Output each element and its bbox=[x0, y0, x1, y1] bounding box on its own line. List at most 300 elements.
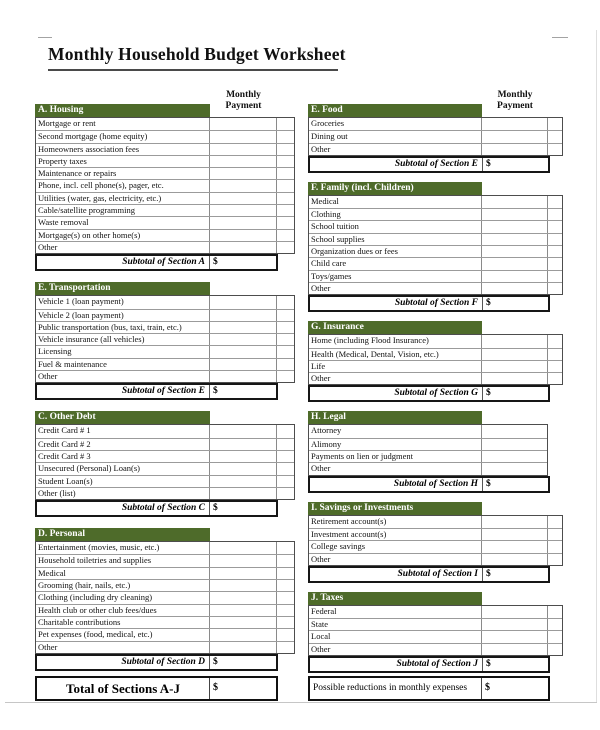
extra-input-cell[interactable] bbox=[276, 580, 294, 591]
expense-label: Home (including Flood Insurance) bbox=[311, 335, 429, 346]
section-e-food bbox=[308, 104, 565, 173]
payment-input-cell[interactable] bbox=[209, 118, 276, 130]
expense-label: State bbox=[311, 619, 328, 630]
expense-label: Credit Card # 3 bbox=[38, 450, 91, 461]
extra-input-cell[interactable] bbox=[547, 246, 562, 257]
section-rows bbox=[308, 605, 563, 656]
payment-input-cell[interactable] bbox=[481, 554, 547, 565]
expense-label: Vehicle 2 (loan payment) bbox=[38, 309, 124, 320]
extra-input-cell[interactable] bbox=[547, 118, 562, 130]
extra-input-cell[interactable] bbox=[276, 359, 294, 370]
payment-input-cell[interactable] bbox=[209, 322, 276, 333]
table-row bbox=[309, 618, 562, 630]
payment-input-cell[interactable] bbox=[209, 463, 276, 474]
payment-input-cell[interactable] bbox=[481, 451, 547, 462]
expense-label: Clothing (including dry cleaning) bbox=[38, 592, 153, 603]
section-rows bbox=[308, 515, 563, 566]
payment-input-cell[interactable] bbox=[209, 144, 276, 155]
payment-input-cell[interactable] bbox=[209, 542, 276, 554]
expense-label: Medical bbox=[38, 567, 66, 578]
table-row bbox=[36, 438, 294, 450]
table-row bbox=[36, 462, 294, 474]
section-subtotal-row bbox=[35, 383, 278, 400]
payment-input-cell[interactable] bbox=[209, 230, 276, 241]
extra-input-cell[interactable] bbox=[547, 234, 562, 245]
table-row bbox=[36, 216, 294, 228]
extra-input-cell[interactable] bbox=[276, 168, 294, 179]
extra-input-cell[interactable] bbox=[276, 605, 294, 616]
extra-input-cell[interactable] bbox=[276, 568, 294, 579]
payment-input-cell[interactable] bbox=[481, 209, 547, 220]
subtotal-amount-cell[interactable]: $ bbox=[482, 568, 548, 581]
section-title: F. Family (incl. Children) bbox=[311, 182, 414, 193]
subtotal-amount-cell[interactable]: $ bbox=[209, 656, 276, 669]
expense-label: Credit Card # 1 bbox=[38, 425, 91, 436]
extra-input-cell[interactable] bbox=[276, 555, 294, 566]
table-row bbox=[36, 309, 294, 321]
section-j-taxes bbox=[308, 592, 565, 673]
table-row bbox=[36, 641, 294, 653]
payment-input-cell[interactable] bbox=[481, 439, 547, 450]
section-subtotal-row bbox=[35, 500, 278, 517]
payment-input-cell[interactable] bbox=[209, 168, 276, 179]
expense-label: Maintenance or repairs bbox=[38, 168, 117, 179]
subtotal-amount-cell[interactable]: $ bbox=[209, 385, 276, 398]
extra-input-cell[interactable] bbox=[276, 242, 294, 253]
extra-input-cell[interactable] bbox=[276, 217, 294, 228]
payment-input-cell[interactable] bbox=[481, 606, 547, 618]
table-row bbox=[309, 462, 547, 474]
payment-input-cell[interactable] bbox=[209, 568, 276, 579]
extra-input-cell[interactable] bbox=[276, 322, 294, 333]
expense-label: Investment account(s) bbox=[311, 528, 387, 539]
section-header bbox=[308, 182, 482, 195]
section-header bbox=[35, 104, 210, 117]
payment-input-cell[interactable] bbox=[209, 617, 276, 628]
extra-input-cell[interactable] bbox=[547, 644, 562, 655]
expense-label: Toys/games bbox=[311, 270, 352, 281]
crop-mark-left bbox=[38, 37, 52, 38]
table-row bbox=[36, 143, 294, 155]
extra-input-cell[interactable] bbox=[276, 230, 294, 241]
section-subtotal-row bbox=[308, 295, 550, 312]
expense-label: Payments on lien or judgment bbox=[311, 451, 413, 462]
payment-input-cell[interactable] bbox=[481, 144, 547, 155]
payment-input-cell[interactable] bbox=[209, 555, 276, 566]
extra-input-cell[interactable] bbox=[547, 619, 562, 630]
payment-input-cell[interactable] bbox=[481, 234, 547, 245]
payment-input-cell[interactable] bbox=[209, 310, 276, 321]
expense-label: Charitable contributions bbox=[38, 616, 121, 627]
payment-input-cell[interactable] bbox=[209, 371, 276, 382]
subtotal-amount-cell[interactable]: $ bbox=[209, 256, 276, 269]
expense-label: Other bbox=[38, 371, 58, 382]
title-underline bbox=[48, 44, 346, 71]
extra-input-cell[interactable] bbox=[547, 373, 562, 384]
payment-input-cell[interactable] bbox=[481, 463, 547, 474]
section-subtotal-row bbox=[308, 566, 550, 583]
extra-input-cell[interactable] bbox=[276, 144, 294, 155]
payment-input-cell[interactable] bbox=[209, 439, 276, 450]
subtotal-amount-cell[interactable]: $ bbox=[482, 478, 548, 491]
extra-input-cell[interactable] bbox=[276, 617, 294, 628]
grand-total-amount-cell[interactable]: $ bbox=[209, 678, 276, 699]
expense-label: Medical bbox=[311, 195, 339, 206]
page-edge-line bbox=[596, 30, 597, 702]
reductions-box bbox=[308, 676, 550, 701]
payment-input-cell[interactable] bbox=[209, 217, 276, 228]
section-rows bbox=[35, 424, 295, 500]
table-row bbox=[36, 241, 294, 253]
table-row bbox=[309, 196, 562, 208]
section-header bbox=[35, 528, 210, 541]
extra-input-cell[interactable] bbox=[276, 439, 294, 450]
expense-label: Attorney bbox=[311, 425, 342, 436]
payment-input-cell[interactable] bbox=[481, 361, 547, 372]
section-subtotal-row bbox=[35, 254, 278, 271]
section-title: J. Taxes bbox=[311, 592, 344, 603]
payment-input-cell[interactable] bbox=[481, 541, 547, 552]
extra-input-cell[interactable] bbox=[547, 349, 562, 360]
extra-input-cell[interactable] bbox=[547, 258, 562, 269]
payment-input-cell[interactable] bbox=[209, 580, 276, 591]
expense-label: Health club or other club fees/dues bbox=[38, 604, 157, 615]
expense-label: Mortgage or rent bbox=[38, 118, 96, 128]
extra-input-cell[interactable] bbox=[547, 541, 562, 552]
payment-input-cell[interactable] bbox=[481, 373, 547, 384]
section-title: G. Insurance bbox=[311, 322, 364, 333]
extra-input-cell[interactable] bbox=[276, 205, 294, 216]
table-row bbox=[309, 270, 562, 282]
page-title: Monthly Household Budget Worksheet bbox=[48, 44, 346, 64]
payment-input-cell[interactable] bbox=[481, 246, 547, 257]
subtotal-amount-cell[interactable]: $ bbox=[482, 297, 548, 310]
payment-input-cell[interactable] bbox=[481, 516, 547, 528]
payment-input-cell[interactable] bbox=[481, 131, 547, 142]
expense-label: Retirement account(s) bbox=[311, 515, 387, 526]
table-row bbox=[309, 553, 562, 565]
grand-total-box bbox=[35, 676, 278, 701]
expense-label: Local bbox=[311, 631, 331, 642]
expense-label: Credit Card # 2 bbox=[38, 438, 91, 449]
extra-input-cell[interactable] bbox=[547, 144, 562, 155]
table-row bbox=[309, 233, 562, 245]
expense-label: Dining out bbox=[311, 131, 348, 142]
subtotal-amount-cell[interactable]: $ bbox=[482, 387, 548, 400]
expense-label: Student Loan(s) bbox=[38, 475, 93, 486]
table-row bbox=[36, 118, 294, 130]
payment-input-cell[interactable] bbox=[481, 631, 547, 642]
table-row bbox=[309, 257, 562, 269]
table-row bbox=[309, 360, 562, 372]
extra-input-cell[interactable] bbox=[276, 463, 294, 474]
section-title: I. Savings or Investments bbox=[311, 502, 414, 513]
section-rows bbox=[35, 117, 295, 254]
table-row bbox=[309, 643, 562, 655]
payment-input-cell[interactable] bbox=[481, 335, 547, 347]
section-header bbox=[35, 282, 210, 295]
expense-label: Other bbox=[311, 373, 331, 384]
table-row bbox=[309, 528, 562, 540]
payment-input-cell[interactable] bbox=[209, 156, 276, 167]
expense-label: Utilities (water, gas, electricity, etc.) bbox=[38, 192, 162, 203]
expense-label: School tuition bbox=[311, 221, 359, 232]
table-row bbox=[309, 372, 562, 384]
table-row bbox=[309, 438, 547, 450]
payment-input-cell[interactable] bbox=[209, 629, 276, 640]
payment-input-cell[interactable] bbox=[209, 605, 276, 616]
section-subtotal-row bbox=[308, 156, 550, 173]
expense-label: Homeowners association fees bbox=[38, 143, 140, 154]
extra-input-cell[interactable] bbox=[547, 196, 562, 208]
section-header bbox=[308, 321, 482, 334]
subtotal-label: Subtotal of Section J bbox=[396, 659, 478, 670]
table-row bbox=[36, 542, 294, 554]
extra-input-cell[interactable] bbox=[276, 542, 294, 554]
section-title: E. Transportation bbox=[38, 283, 111, 294]
extra-input-cell[interactable] bbox=[276, 296, 294, 308]
expense-label: Cable/satellite programming bbox=[38, 205, 136, 216]
monthly-payment-line1: Monthly bbox=[497, 90, 533, 100]
extra-input-cell[interactable] bbox=[276, 488, 294, 499]
expense-label: Organization dues or fees bbox=[311, 246, 398, 257]
payment-input-cell[interactable] bbox=[209, 131, 276, 142]
payment-input-cell[interactable] bbox=[209, 476, 276, 487]
section-rows bbox=[308, 424, 548, 475]
expense-label: Mortgage(s) on other home(s) bbox=[38, 229, 141, 240]
payment-input-cell[interactable] bbox=[209, 359, 276, 370]
extra-input-cell[interactable] bbox=[276, 180, 294, 191]
table-row bbox=[309, 450, 547, 462]
table-row bbox=[36, 591, 294, 603]
subtotal-label: Subtotal of Section I bbox=[397, 568, 478, 579]
table-row bbox=[36, 604, 294, 616]
table-row bbox=[36, 333, 294, 345]
extra-input-cell[interactable] bbox=[276, 592, 294, 603]
section-d-personal bbox=[35, 528, 297, 671]
expense-label: Waste removal bbox=[38, 217, 89, 228]
section-header bbox=[35, 411, 210, 424]
table-row bbox=[309, 335, 562, 347]
reductions-label: Possible reductions in monthly expenses bbox=[313, 683, 468, 693]
extra-input-cell[interactable] bbox=[547, 631, 562, 642]
section-title: E. Food bbox=[311, 105, 343, 115]
section-header bbox=[308, 104, 482, 117]
section-title: H. Legal bbox=[311, 412, 346, 423]
payment-input-cell[interactable] bbox=[481, 619, 547, 630]
expense-label: Life bbox=[311, 360, 326, 371]
extra-input-cell[interactable] bbox=[276, 346, 294, 357]
subtotal-label: Subtotal of Section E bbox=[394, 158, 478, 169]
monthly-payment-line2: Payment bbox=[225, 101, 262, 111]
table-row bbox=[309, 348, 562, 360]
extra-input-cell[interactable] bbox=[547, 606, 562, 618]
expense-label: Federal bbox=[311, 605, 337, 616]
payment-input-cell[interactable] bbox=[209, 592, 276, 603]
payment-input-cell[interactable] bbox=[209, 346, 276, 357]
expense-label: Other bbox=[38, 641, 58, 652]
section-i-savings bbox=[308, 502, 565, 583]
table-row bbox=[36, 204, 294, 216]
extra-input-cell[interactable] bbox=[547, 271, 562, 282]
extra-input-cell[interactable] bbox=[276, 642, 294, 653]
monthly-payment-line1: Monthly bbox=[226, 90, 261, 100]
extra-input-cell[interactable] bbox=[547, 209, 562, 220]
budget-column-right bbox=[308, 104, 565, 682]
extra-input-cell[interactable] bbox=[547, 335, 562, 347]
section-h-legal bbox=[308, 411, 565, 492]
subtotal-amount-cell[interactable]: $ bbox=[209, 502, 276, 515]
extra-input-cell[interactable] bbox=[276, 629, 294, 640]
subtotal-label: Subtotal of Section D bbox=[121, 656, 205, 667]
table-row bbox=[36, 179, 294, 191]
payment-input-cell[interactable] bbox=[209, 488, 276, 499]
section-a-housing bbox=[35, 104, 297, 271]
extra-input-cell[interactable] bbox=[547, 283, 562, 294]
expense-label: Other (list) bbox=[38, 487, 76, 498]
payment-input-cell[interactable] bbox=[209, 642, 276, 653]
section-subtotal-row bbox=[308, 385, 550, 402]
table-row bbox=[36, 425, 294, 437]
table-row bbox=[309, 220, 562, 232]
monthly-payment-line2: Payment bbox=[497, 101, 533, 111]
subtotal-label: Subtotal of Section A bbox=[122, 257, 205, 268]
table-row bbox=[309, 425, 547, 437]
table-row bbox=[309, 118, 562, 130]
table-row bbox=[36, 554, 294, 566]
expense-label: Fuel & maintenance bbox=[38, 358, 107, 369]
table-row bbox=[36, 321, 294, 333]
table-row bbox=[309, 282, 562, 294]
payment-input-cell[interactable] bbox=[481, 425, 547, 437]
expense-label: Clothing bbox=[311, 209, 341, 220]
expense-label: Grooming (hair, nails, etc.) bbox=[38, 580, 131, 591]
expense-label: Property taxes bbox=[38, 155, 87, 166]
section-title: D. Personal bbox=[38, 529, 85, 540]
grand-total-label: Total of Sections A-J bbox=[66, 681, 180, 696]
expense-label: Vehicle insurance (all vehicles) bbox=[38, 334, 145, 345]
table-row bbox=[309, 630, 562, 642]
table-row bbox=[36, 616, 294, 628]
payment-input-cell[interactable] bbox=[209, 205, 276, 216]
payment-input-cell[interactable] bbox=[481, 118, 547, 130]
section-rows bbox=[308, 195, 563, 295]
expense-label: Vehicle 1 (loan payment) bbox=[38, 296, 124, 307]
expense-label: Phone, incl. cell phone(s), pager, etc. bbox=[38, 180, 164, 191]
expense-label: Alimony bbox=[311, 438, 342, 449]
extra-input-cell[interactable] bbox=[276, 451, 294, 462]
section-subtotal-row bbox=[308, 476, 550, 493]
expense-label: Other bbox=[311, 282, 331, 293]
payment-input-cell[interactable] bbox=[209, 334, 276, 345]
table-row bbox=[309, 130, 562, 142]
subtotal-amount-cell[interactable]: $ bbox=[482, 158, 548, 171]
subtotal-label: Subtotal of Section F bbox=[394, 298, 478, 309]
table-row bbox=[309, 208, 562, 220]
expense-label: Other bbox=[38, 241, 58, 252]
section-g-insurance bbox=[308, 321, 565, 402]
table-row bbox=[309, 245, 562, 257]
extra-input-cell[interactable] bbox=[276, 476, 294, 487]
table-row bbox=[36, 567, 294, 579]
table-row bbox=[36, 475, 294, 487]
extra-input-cell[interactable] bbox=[547, 554, 562, 565]
payment-input-cell[interactable] bbox=[209, 242, 276, 253]
payment-input-cell[interactable] bbox=[209, 451, 276, 462]
expense-label: Child care bbox=[311, 258, 347, 269]
extra-input-cell[interactable] bbox=[547, 361, 562, 372]
section-header bbox=[308, 411, 482, 424]
section-rows bbox=[35, 295, 295, 383]
extra-input-cell[interactable] bbox=[276, 371, 294, 382]
table-row bbox=[36, 628, 294, 640]
expense-label: Entertainment (movies, music, etc.) bbox=[38, 542, 160, 553]
extra-input-cell[interactable] bbox=[276, 425, 294, 437]
section-rows bbox=[35, 541, 295, 654]
table-row bbox=[36, 358, 294, 370]
extra-input-cell[interactable] bbox=[276, 156, 294, 167]
section-c-other-debt bbox=[35, 411, 297, 517]
table-row bbox=[36, 229, 294, 241]
table-row bbox=[309, 540, 562, 552]
payment-input-cell[interactable] bbox=[209, 296, 276, 308]
extra-input-cell[interactable] bbox=[276, 193, 294, 204]
extra-input-cell[interactable] bbox=[547, 516, 562, 528]
table-row bbox=[309, 143, 562, 155]
table-row bbox=[36, 345, 294, 357]
reductions-amount-cell[interactable]: $ bbox=[481, 678, 548, 699]
section-e-transportation bbox=[35, 282, 297, 400]
extra-input-cell[interactable] bbox=[276, 334, 294, 345]
extra-input-cell[interactable] bbox=[276, 310, 294, 321]
table-row bbox=[309, 606, 562, 618]
payment-input-cell[interactable] bbox=[209, 180, 276, 191]
extra-input-cell[interactable] bbox=[547, 221, 562, 232]
payment-input-cell[interactable] bbox=[209, 425, 276, 437]
extra-input-cell[interactable] bbox=[276, 131, 294, 142]
payment-input-cell[interactable] bbox=[481, 258, 547, 269]
payment-input-cell[interactable] bbox=[481, 221, 547, 232]
table-row bbox=[36, 370, 294, 382]
payment-input-cell[interactable] bbox=[209, 193, 276, 204]
payment-input-cell[interactable] bbox=[481, 529, 547, 540]
section-header bbox=[308, 502, 482, 515]
table-row bbox=[36, 296, 294, 308]
expense-label: Pet expenses (food, medical, etc.) bbox=[38, 629, 153, 640]
expense-label: Unsecured (Personal) Loan(s) bbox=[38, 463, 140, 474]
section-rows bbox=[308, 117, 563, 156]
payment-input-cell[interactable] bbox=[481, 283, 547, 294]
payment-input-cell[interactable] bbox=[481, 644, 547, 655]
expense-label: School supplies bbox=[311, 233, 365, 244]
payment-input-cell[interactable] bbox=[481, 196, 547, 208]
expense-label: Other bbox=[311, 643, 331, 654]
subtotal-label: Subtotal of Section C bbox=[121, 503, 205, 514]
extra-input-cell[interactable] bbox=[276, 118, 294, 130]
extra-input-cell[interactable] bbox=[547, 131, 562, 142]
section-header bbox=[308, 592, 482, 605]
expense-label: Other bbox=[311, 143, 331, 154]
expense-label: Other bbox=[311, 463, 331, 474]
subtotal-label: Subtotal of Section E bbox=[121, 386, 205, 397]
payment-input-cell[interactable] bbox=[481, 271, 547, 282]
subtotal-label: Subtotal of Section H bbox=[393, 478, 478, 489]
payment-input-cell[interactable] bbox=[481, 349, 547, 360]
extra-input-cell[interactable] bbox=[547, 529, 562, 540]
expense-label: Groceries bbox=[311, 118, 345, 128]
expense-label: Household toiletries and supplies bbox=[38, 555, 152, 566]
subtotal-amount-cell[interactable]: $ bbox=[482, 658, 548, 671]
